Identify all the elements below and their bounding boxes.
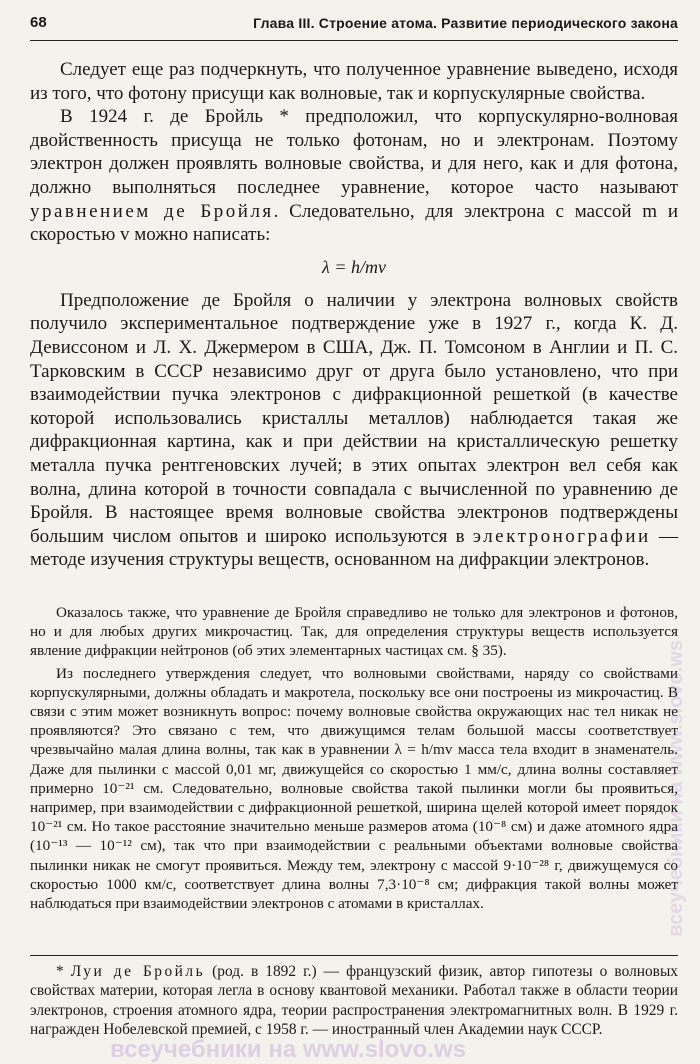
page-header bbox=[30, 12, 678, 41]
paragraph-1: Следует еще раз подчеркнуть, что полученное уравнение выведено, исходя из того, что фотону присущи как волновые, так и корпускулярные свойства. bbox=[30, 59, 678, 104]
watermark-side: всеучебники на www.slovo.ws bbox=[665, 640, 687, 937]
de-broglie-formula: λ = h/mv bbox=[322, 256, 386, 277]
footnote bbox=[30, 962, 678, 1040]
footnote-divider bbox=[30, 955, 678, 956]
paragraph-2-part-b: . Следовательно, для электрона с массой m и скоростью v можно написать: bbox=[30, 200, 678, 246]
footnote-name: Луи де Бройль bbox=[70, 963, 206, 980]
small-paragraph-2: Из последнего утверждения следует, что волновыми свойствами, наряду со свойствами корпускулярными, должны обладать и макротела, поскольку все они построены из микрочастиц. В связи с этим может возникнуть вопрос: почему волновые свойства окружающих нас тел никак не проявляются? Это связано с тем, что движущимся телам большой массы соответствует чрезвычайно малая длина волны, так как в уравнении λ = h/mv масса тела входит в знаменатель. Даже для пылинки с массой 0,01 мг, движущейся со скоростью 1 мм/с, длина волны составляет примерно 10⁻²¹ см. Следовательно, волновые свойства такой пылинки могли бы проявиться, например, при взаимодействии с дифракционной решеткой, ширина щелей которой имеет порядок 10⁻²¹ см. Но такое расстояние значительно меньше размеров атома (10⁻⁸ см) и даже атомного ядра (10⁻¹³ — 10⁻¹² см), так что при взаимодействии с реальными объектами волновые свойства пылинки никак не смогут проявиться. Между тем, электрону с массой 9·10⁻²⁸ г, движущемуся со скоростью 1000 км/с, соответствует длина волны 7,3·10⁻⁸ см; дифракция такой волны может наблюдаться при взаимодействии электронов с атомами в кристаллах. bbox=[30, 664, 678, 913]
small-print-section bbox=[30, 603, 678, 916]
paragraph-3-part-a: Предположение де Бройля о наличии у электрона волновых свойств получило экспериментальное подтверждение уже в 1927 г., когда К. Д. Девиссоном и Л. Х. Джермером в США, Дж. П. Томсоном в Англии и П. С. Тарковским в СССР независимо друг от друга было установлено, что при взаимодействии пучка электронов с дифракционной решеткой (в качестве которой использовались кристаллы металлов) наблюдается такая же дифракционная картина, как и при действии на кристаллическую решетку металла пучка рентгеновских лучей; в этих опытах электрон вел себя как волна, длина которой в точности совпадала с вычисленной по уравнению де Бройля. В настоящее время волновые свойства электронов подтверждены большим числом опытов и широко используются в bbox=[30, 289, 678, 547]
main-text bbox=[30, 58, 678, 572]
footnote-text: (род. в 1892 г.) — французский физик, автор гипотезы о волновых свойствах материи, которая легла в основу квантовой механики. Работал также в области теории электронов, строения атомного ядра, теории распространения электромагнитных волн. В 1929 г. награжден Нобелевской премией, с 1958 г. — иностранный член Академии наук СССР. bbox=[30, 963, 678, 1039]
paragraph-2 bbox=[30, 105, 678, 247]
page-number: 68 bbox=[30, 14, 47, 31]
electronography-term: электронографии bbox=[472, 525, 651, 547]
watermark-bottom: всеучебники на www.slovo.ws bbox=[110, 1036, 467, 1063]
footnote-paragraph bbox=[30, 962, 678, 1040]
paragraph-3-part-b: — методе изучения структуры веществ, основанном на дифракции электронов. bbox=[30, 525, 678, 571]
running-head: Глава III. Строение атома. Развитие периодического закона bbox=[253, 15, 678, 31]
small-paragraph-1: Оказалось также, что уравнение де Бройля справедливо не только для электронов и фотонов, но и для любых других микрочастиц. Так, для определения структуры веществ используется явление дифракции нейтронов (об этих элементарных частицах см. § 35). bbox=[30, 604, 678, 660]
footnote-marker: * bbox=[56, 963, 71, 980]
de-broglie-equation-term: уравнением де Бройля bbox=[30, 200, 274, 222]
paragraph-3 bbox=[30, 289, 678, 572]
paragraph-2-part-a: В 1924 г. де Бройль * предположил, что корпускулярно-волновая двойственность присуща не только фотонам, но и электронам. Поэтому электрон должен проявлять волновые свойства, и для него, как и для фотона, должно выполняться последнее уравнение, которое часто называют bbox=[30, 106, 678, 198]
